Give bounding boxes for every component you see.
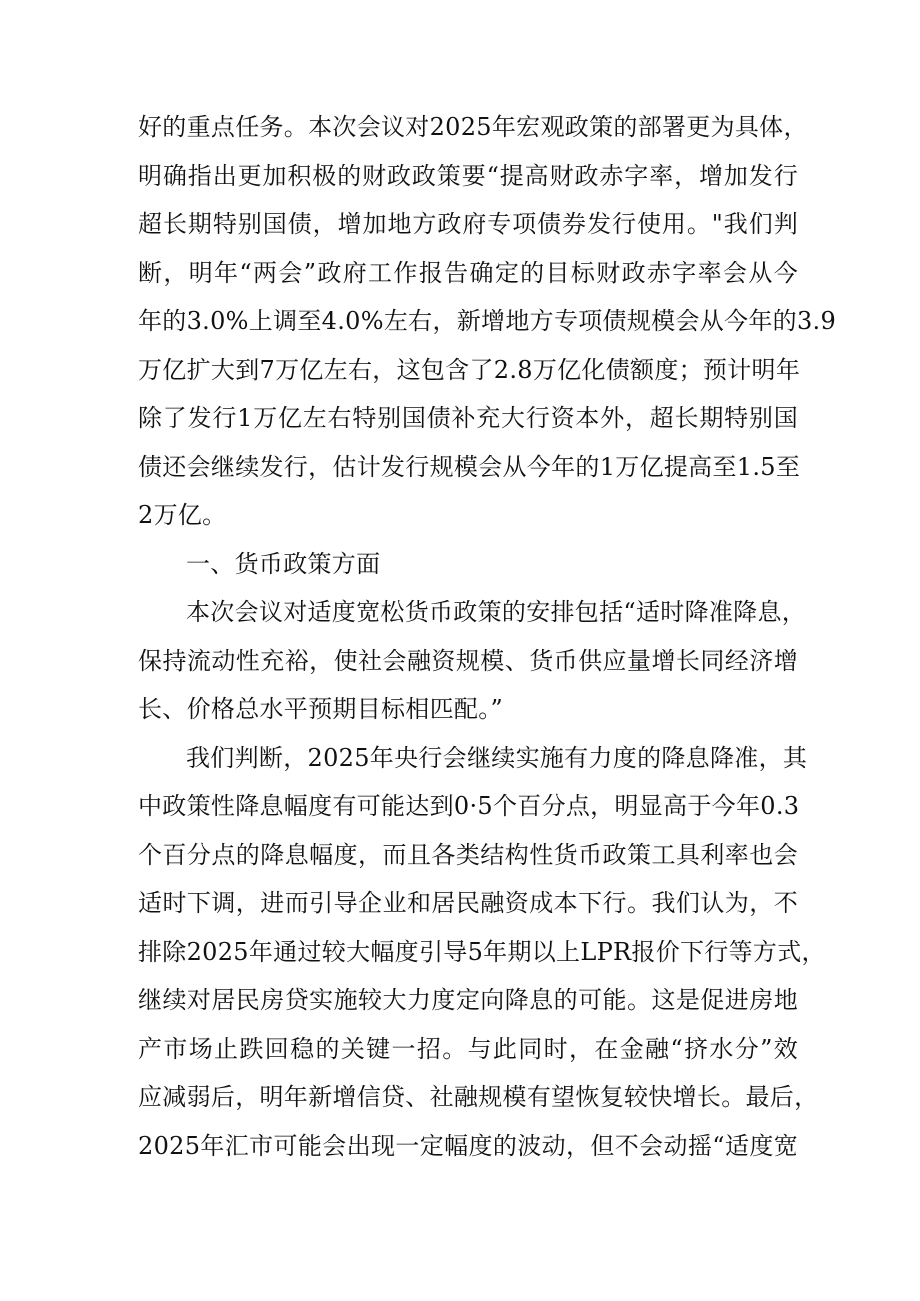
heading-text: 一、货币政策方面 (186, 549, 381, 578)
text-line: 2万亿。 (138, 501, 227, 529)
paragraph-meeting-arrangement (138, 588, 807, 734)
text-line: 长、价格总水平预期目标相匹配。” (138, 695, 504, 723)
paragraph-fiscal-policy (138, 103, 837, 540)
text-line: 保持流动性充裕，使社会融资规模、货币供应量增长同经济增 (138, 646, 798, 675)
text-line: 排除2025年通过较大幅度引导5年期以上LPR报价下行等方式， (138, 937, 826, 966)
text-line: 适时下调，进而引导企业和居民融资成本下行。我们认为，不 (138, 889, 798, 917)
text-line: 中政策性降息幅度有可能达到0·5个百分点，明显高于今年0.3 (138, 792, 800, 820)
text-line: 个百分点的降息幅度，而且各类结构性货币政策工具利率也会 (138, 840, 798, 869)
document-body (138, 103, 837, 1170)
section-heading-monetary-policy (138, 540, 798, 589)
text-line: 超长期特别国债，增加地方政府专项债券发行使用。"我们判 (138, 210, 798, 238)
text-line: 除了发行1万亿左右特别国债补充大行资本外，超长期特别国 (138, 404, 798, 432)
text-line: 本次会议对适度宽松货币政策的安排包括“适时降准降息， (186, 598, 807, 626)
text-line: 断，明年“两会”政府工作报告确定的目标财政赤字率会从今 (138, 258, 798, 287)
paragraph-judgement (138, 734, 826, 1171)
text-line: 产市场止跌回稳的关键一招。与此同时，在金融“挤水分”效 (138, 1034, 798, 1063)
text-line: 2025年汇市可能会出现一定幅度的波动，但不会动摇“适度宽 (138, 1131, 798, 1160)
text-line: 好的重点任务。本次会议对2025年宏观政策的部署更为具体， (138, 113, 808, 141)
text-line: 我们判断，2025年央行会继续实施有力度的降息降准，其 (186, 743, 808, 772)
text-line: 继续对居民房贷实施较大力度定向降息的可能。这是促进房地 (138, 986, 798, 1014)
text-line: 明确指出更加积极的财政政策要“提高财政赤字率，增加发行 (138, 161, 798, 190)
text-line: 应减弱后，明年新增信贷、社融规模有望恢复较快增长。最后， (138, 1083, 819, 1111)
text-line: 万亿扩大到7万亿左右，这包含了2.8万亿化债额度；预计明年 (138, 355, 801, 384)
text-line: 债还会继续发行，估计发行规模会从今年的1万亿提高至1.5至 (138, 452, 801, 481)
text-line: 年的3.0%上调至4.0%左右，新增地方专项债规模会从今年的3.9 (138, 307, 837, 335)
